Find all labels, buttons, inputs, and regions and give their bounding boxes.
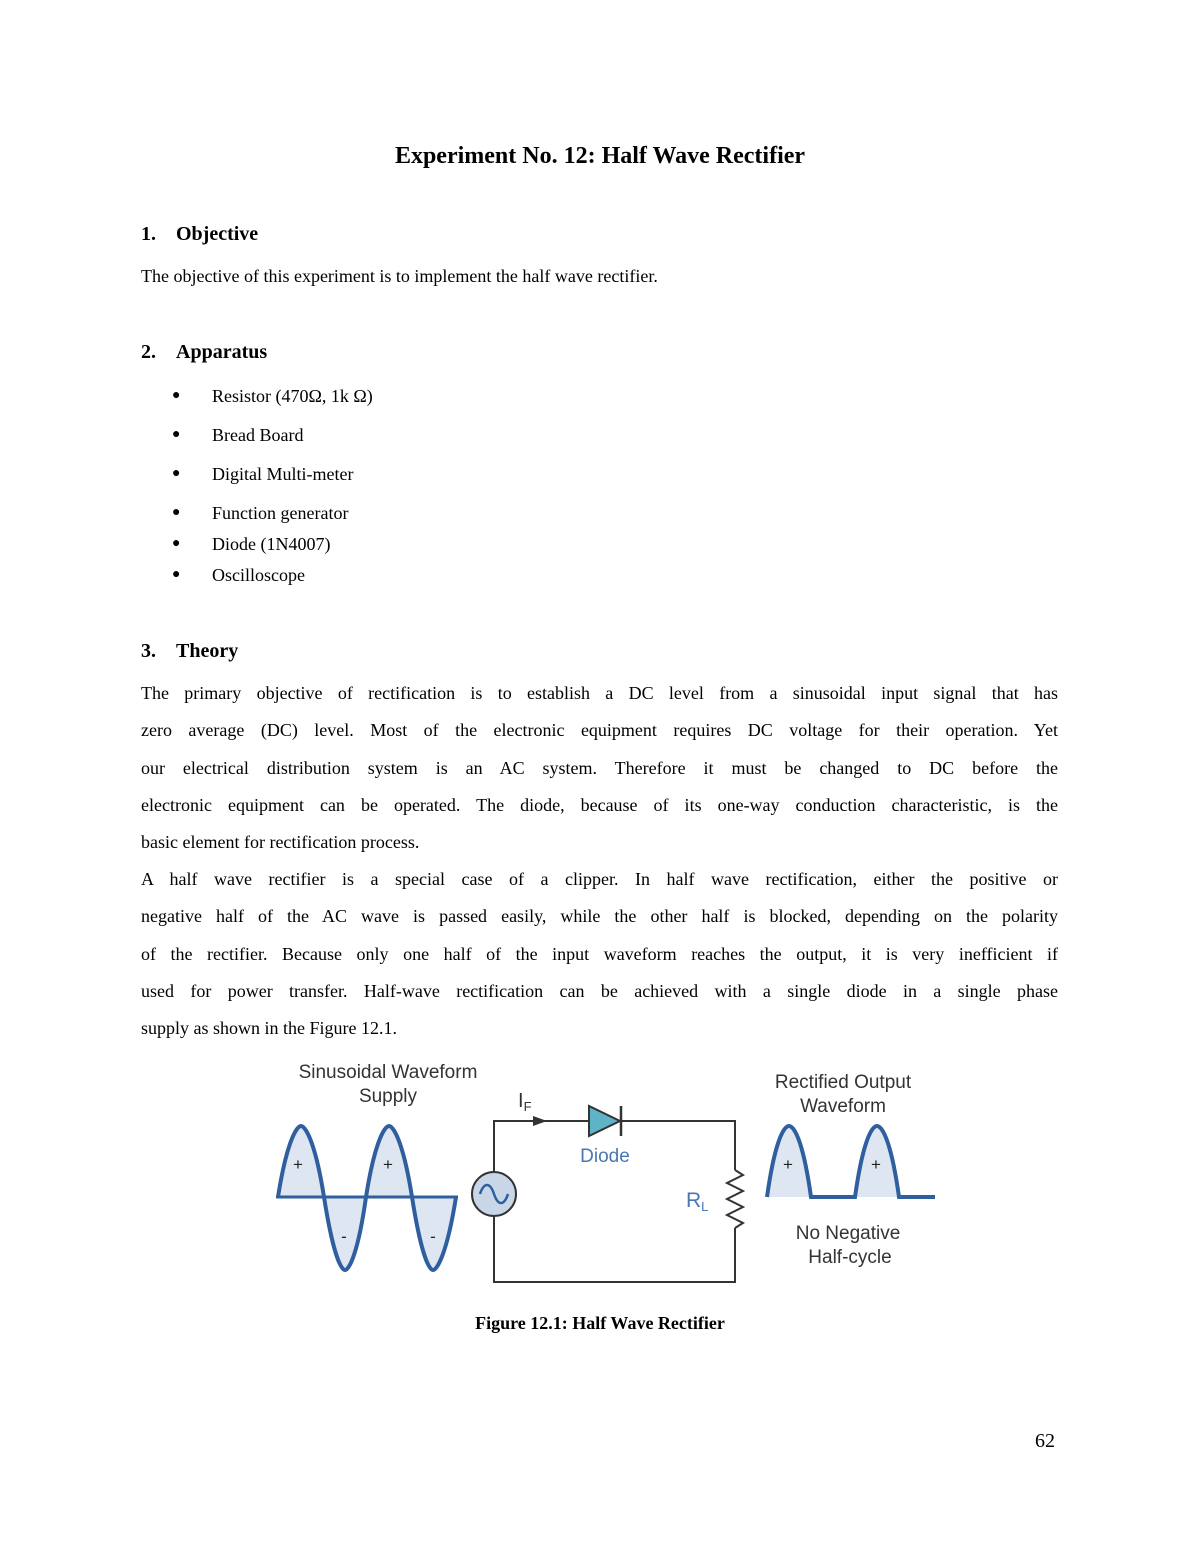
theory-number: 3. — [141, 640, 156, 662]
current-label: $I_F$ — [518, 1090, 532, 1114]
text-line: used for power transfer. Half-wave rectification can be achieved with a single diode in a single phase — [141, 980, 1058, 1001]
current-arrow-icon — [500, 1116, 547, 1126]
output-plus-sign-2: + — [871, 1155, 881, 1174]
objective-heading — [141, 223, 258, 246]
text-line: The primary objective of rectification is to establish a DC level from a sinusoidal input signal that has — [141, 683, 1058, 703]
text-line: negative half of the AC wave is passed easily, while the other half is blocked, depending on the polarity — [141, 906, 1058, 927]
theory-paragraph-1 — [141, 675, 1058, 861]
diode-label: Diode — [580, 1146, 630, 1167]
theory-paragraph-2 — [141, 861, 1058, 1047]
input-label-line-2: Supply — [358, 1086, 418, 1107]
half-wave-rectifier-diagram — [270, 1058, 940, 1298]
page-title: Experiment No. 12: Half Wave Rectifier — [394, 143, 806, 169]
bullet-icon: ● — [172, 427, 181, 442]
bullet-icon: ● — [172, 466, 181, 481]
text-line: of the rectifier. Because only one half of the input waveform reaches the output, it is very inefficient if — [141, 943, 1058, 964]
output-plus-sign-1: + — [783, 1155, 793, 1174]
text-line: zero average (DC) level. Most of the electronic equipment requires DC voltage for their operation. Yet — [141, 720, 1058, 741]
list-item: ● Diode (1N4007) — [172, 529, 373, 560]
text-line: A half wave rectifier is a special case of a clipper. In half wave rectification, either the positive or — [141, 869, 1058, 889]
input-minus-sign-2: - — [430, 1227, 436, 1246]
apparatus-heading — [141, 341, 267, 364]
bullet-icon: ● — [172, 536, 181, 551]
objective-text: The objective of this experiment is to implement the half wave rectifier. — [141, 266, 658, 286]
apparatus-number: 2. — [141, 341, 156, 363]
input-sine-waveform — [276, 1126, 458, 1270]
input-plus-sign-2: + — [383, 1155, 393, 1174]
bullet-icon: ● — [172, 505, 181, 520]
input-minus-sign-1: - — [341, 1227, 347, 1246]
list-item: ● Bread Board — [172, 420, 373, 459]
ac-source-icon — [472, 1172, 516, 1216]
diode-icon — [589, 1106, 621, 1136]
theory-heading — [141, 640, 238, 663]
page-number: 62 — [1035, 1430, 1055, 1452]
apparatus-heading-text: Apparatus — [176, 341, 268, 363]
bullet-icon: ● — [172, 567, 181, 582]
output-label-line-2: Waveform — [800, 1096, 886, 1117]
apparatus-list — [172, 381, 373, 590]
note-line-1: No Negative — [795, 1223, 901, 1244]
input-label-line-1: Sinusoidal Waveform — [298, 1062, 478, 1083]
input-plus-sign-1: + — [293, 1155, 303, 1174]
note-line-2: Half-cycle — [808, 1247, 892, 1268]
list-item: ● Oscilloscope — [172, 560, 373, 590]
text-line: electronic equipment can be operated. The diode, because of its one-way conduction characteristic, is the — [141, 794, 1058, 815]
text-line: supply as shown in the Figure 12.1. — [141, 1018, 397, 1039]
objective-number: 1. — [141, 223, 156, 245]
list-item: ● Function generator — [172, 498, 373, 529]
theory-heading-text: Theory — [176, 640, 239, 662]
text-line: basic element for rectification process. — [141, 832, 420, 853]
figure-caption: Figure 12.1: Half Wave Rectifier — [475, 1313, 725, 1333]
resistor-icon — [727, 1170, 743, 1228]
objective-heading-text: Objective — [176, 223, 259, 245]
list-item: ● Resistor (470Ω, 1k Ω) — [172, 381, 373, 420]
list-item: ● Digital Multi-meter — [172, 459, 373, 498]
text-line: our electrical distribution system is an AC system. Therefore it must be changed to DC before the — [141, 757, 1058, 778]
resistor-label: RL — [686, 1189, 709, 1214]
bullet-icon: ● — [172, 388, 181, 403]
output-label-line-1: Rectified Output — [774, 1072, 912, 1093]
